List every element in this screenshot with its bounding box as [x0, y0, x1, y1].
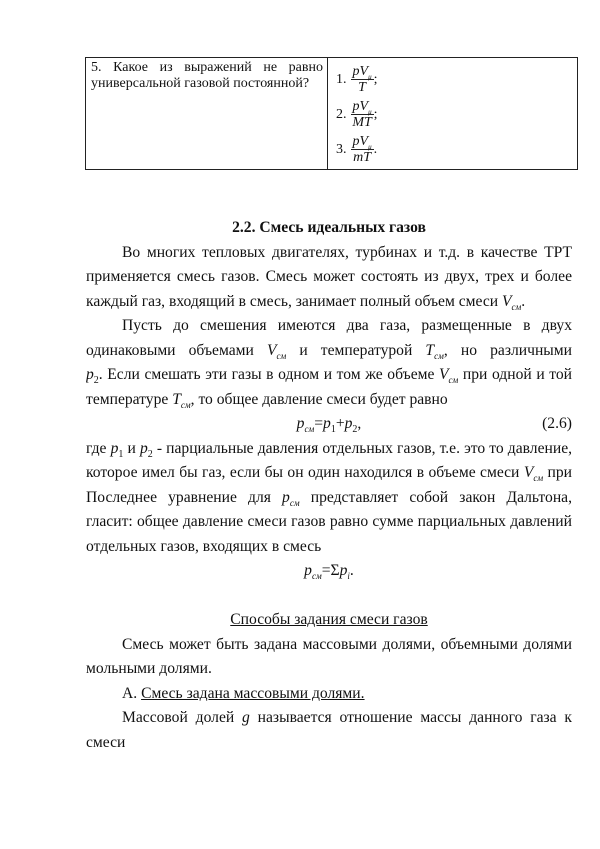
text-segment: , то общее давление смеси будет равно [190, 390, 448, 408]
math-variable: $V_{см}$ [523, 464, 544, 484]
text-segment: 2.2. Смесь идеальных газов [232, 219, 426, 236]
text-segment: отдельных газов, входящих в смесь [86, 537, 322, 555]
text-segment: которое имел бы газ, если бы он один находился в объеме смеси [86, 464, 524, 481]
text-segment: + [335, 415, 345, 432]
underlined-text: Смесь задана массовыми долями. [141, 684, 365, 702]
fraction [351, 99, 374, 130]
text-line [86, 388, 572, 413]
text-segment: применяется смесь газов. Смесь может состоять из двух, трех и более [86, 268, 572, 285]
math-variable: $p_{см}$ [296, 415, 315, 435]
punctuation: ; [373, 71, 378, 87]
text-line [86, 216, 572, 241]
text-line [86, 314, 572, 339]
text-segment: . [349, 562, 354, 579]
subscript: i [347, 571, 350, 582]
subscript: 1 [118, 448, 124, 460]
text-segment: Массовой долей [122, 709, 243, 726]
subscript: см [289, 497, 300, 508]
text-line [86, 412, 572, 437]
fraction-numerator: $pV_\mu$ [352, 64, 372, 81]
text-segment: =Σ [321, 562, 340, 579]
text-segment: А. [122, 684, 142, 702]
math-variable: $p_{см}$ [282, 488, 300, 508]
math-variable: $V_{см}$ [439, 366, 459, 386]
question-cell [86, 58, 328, 169]
text-segment: каждый газ, входящий в смесь, занимает полный объем смеси [86, 292, 502, 310]
math-variable: p [323, 415, 331, 432]
text-line [86, 682, 572, 707]
text-line [86, 437, 572, 462]
text-line [86, 559, 572, 584]
text-line [86, 633, 572, 658]
option-number: 3. [336, 141, 347, 157]
math-variable: $T_{см}$ [172, 390, 191, 410]
punctuation: . [373, 141, 378, 157]
subscript: 2 [147, 448, 153, 460]
math-variable: $V_{см}$ [266, 341, 287, 361]
text-segment: . [521, 292, 526, 310]
math-variable: p [139, 439, 148, 457]
text-line [86, 657, 572, 682]
math-variable: $p_{см}$ [304, 562, 322, 582]
text-segment: . Если смешать эти газы в одном и том же объеме [98, 366, 440, 383]
text-line [86, 731, 572, 756]
option-number: 1. [336, 71, 347, 87]
answers-cell [328, 58, 577, 169]
fraction-denominator: MT [352, 115, 372, 130]
subscript: см [448, 375, 459, 386]
text-line [86, 510, 572, 535]
fraction-denominator: T [358, 80, 366, 95]
text-segment: , но различными [443, 341, 572, 359]
question-table [85, 57, 578, 170]
subscript: см [180, 399, 191, 410]
fraction [351, 134, 374, 165]
answer-option [336, 62, 577, 97]
text-segment: смеси [86, 733, 126, 751]
math-variable: $p_i$ [339, 562, 350, 582]
math-variable: $V_{см}$ [502, 292, 522, 312]
fraction-numerator: $pV_\mu$ [352, 134, 372, 151]
text-segment: при [543, 464, 572, 481]
text-line [86, 486, 572, 511]
subscript: см [304, 424, 315, 435]
question-line: универсальной газовой постоянной? [91, 76, 310, 91]
subscript: 1 [330, 424, 336, 436]
text-line [86, 290, 572, 315]
question-line: 5. Какое из выражений не равно [91, 60, 323, 75]
text-segment: гласит: общее давление смеси газов равно сумме парциальных давлений [86, 513, 572, 530]
text-line [86, 241, 572, 266]
answer-option [336, 97, 577, 132]
math-variable: p [86, 366, 94, 383]
subscript: μ [368, 107, 372, 116]
text-line [86, 339, 572, 364]
math-variable: g [242, 709, 250, 726]
fraction [351, 64, 374, 95]
equation-number: (2.6) [542, 415, 572, 432]
subscript: см [533, 473, 544, 484]
text-line [86, 535, 572, 560]
text-segment: представляет собой закон Дальтона, [310, 488, 572, 506]
math-variable: p [344, 415, 353, 432]
subscript: см [311, 571, 322, 582]
subscript: см [276, 350, 287, 361]
answer-option [336, 132, 577, 167]
text-line [86, 461, 572, 486]
text-segment: одинаковыми объемами [86, 341, 267, 359]
text-segment: мольными долями. [86, 660, 212, 677]
option-number: 2. [336, 106, 347, 122]
text-segment: и [123, 439, 140, 457]
text-segment: Последнее уравнение для [86, 488, 283, 506]
fraction-denominator: mT [353, 150, 371, 165]
text-segment: - парциальные давления отдельных газов, т.е. это то давление, [152, 439, 572, 457]
text-segment: и температурой [286, 341, 426, 359]
text-segment: Способы задания смеси газов [230, 611, 428, 628]
text-segment: Смесь может быть задана массовыми долями, объемными долями [122, 635, 572, 653]
text-segment: температуре [86, 390, 173, 408]
punctuation: ; [373, 106, 378, 122]
text-line [86, 608, 572, 633]
subscript: см [434, 350, 444, 361]
subscript: μ [368, 142, 372, 151]
math-variable: p [110, 439, 119, 457]
math-variable: $T_{см}$ [425, 341, 444, 361]
text-line [86, 584, 572, 609]
text-segment: Во многих тепловых двигателях, турбинах и т.д. в качестве ТРТ [122, 243, 572, 261]
subscript: см [511, 301, 522, 312]
subscript: μ [368, 72, 372, 81]
text-segment: называется отношение массы данного газа к [257, 709, 572, 726]
text-segment: = [314, 415, 324, 432]
fraction-numerator: $pV_\mu$ [352, 99, 372, 116]
subscript: 2 [352, 424, 358, 436]
document-body [86, 216, 572, 755]
text-segment: где [86, 439, 111, 457]
text-segment: Пусть до смешения имеются два газа, размещенные в двух [122, 317, 572, 334]
text-line [86, 363, 572, 388]
equation [296, 415, 362, 436]
text-line [86, 706, 572, 731]
text-segment: при одной и той [462, 366, 572, 383]
text-line [86, 265, 572, 290]
subscript: 2 [93, 375, 99, 387]
text-segment: , [357, 415, 362, 432]
